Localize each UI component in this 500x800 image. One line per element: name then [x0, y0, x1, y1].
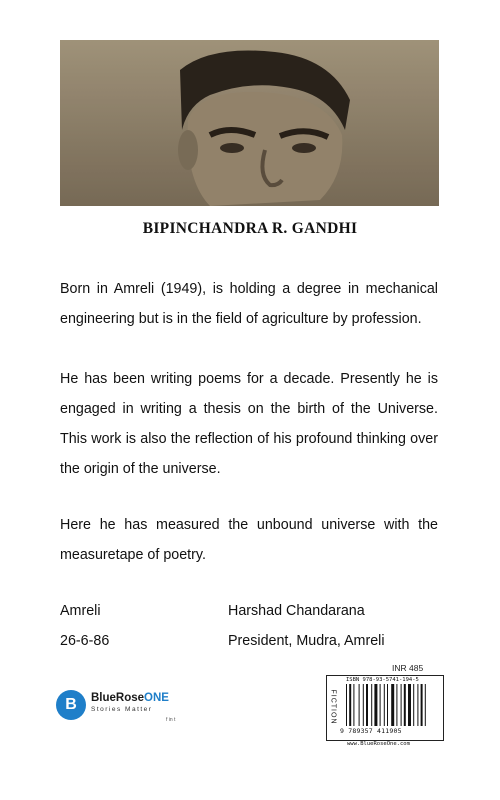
- author-name: BIPINCHANDRA R. GANDHI: [142, 220, 358, 237]
- signature-place: Amreli: [60, 603, 101, 619]
- category-label: [326, 675, 340, 739]
- publisher-name-main: BlueRose: [91, 692, 145, 704]
- isbn-text: ISBN 978-93-5741-194-5: [346, 677, 419, 683]
- barcode-digits: 9 789357 411905: [340, 727, 402, 735]
- publisher-wordmark: [91, 692, 169, 704]
- author-photo-image: [60, 40, 439, 206]
- price-label: INR 485: [392, 663, 424, 673]
- barcode-icon: [346, 684, 438, 726]
- bio-paragraph-2: He has been writing poems for a decade. Presently he is engaged in writing a thesis on the birth of the Universe. This work is also the reflection of his profound thinking over the origin of the universe.: [60, 371, 438, 477]
- bio-paragraph-3: Here he has measured the unbound universe with the measuretape of poetry.: [60, 517, 438, 563]
- category-text: FICTION: [329, 689, 337, 725]
- signature-date: 26-6-86: [60, 633, 110, 649]
- social-icons: f in t: [166, 717, 176, 723]
- signature-name: Harshad Chandarana: [228, 603, 365, 619]
- bio-paragraph-1: Born in Amreli (1949), is holding a degree in mechanical engineering but is in the field of agriculture by profession.: [60, 281, 438, 327]
- publisher-name-accent: ONE: [144, 692, 169, 704]
- publisher-logo: [56, 688, 196, 728]
- publisher-tagline: Stories Matter: [91, 706, 153, 713]
- author-photo: [60, 40, 439, 206]
- publisher-website: www.BlueRoseOne.com: [347, 741, 410, 747]
- signature-title: President, Mudra, Amreli: [228, 633, 385, 649]
- publisher-logo-icon: B: [56, 690, 86, 720]
- signature-place-date: [60, 596, 109, 656]
- signature-author: [228, 596, 385, 656]
